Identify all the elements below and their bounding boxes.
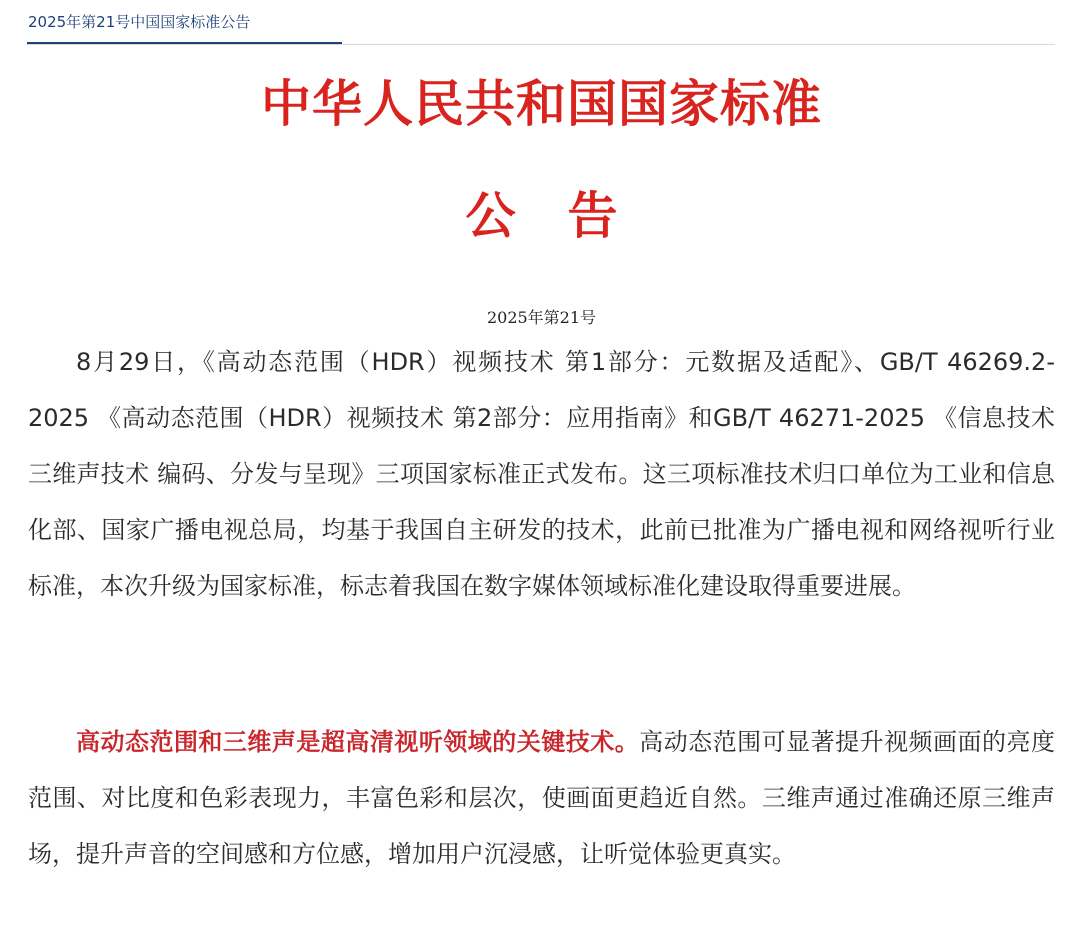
header-tab-bar <box>27 0 1055 46</box>
document-number: 2025年第21号 <box>486 308 597 327</box>
tab-title[interactable]: 2025年第21号中国国家标准公告 <box>28 13 251 31</box>
body-paragraph-1: 8月29日，《高动态范围（HDR）视频技术 第1部分：元数据及适配》、GB/T 46269.2-2025 《高动态范围（HDR）视频技术 第2部分：应用指南》和GB/T 46271-2025 《信息技术 三维声技术 编码、分发与呈现》三项国家标准正式发布。这三项标准技术归口单位为工业和信息化部、国家广播电视总局，均基于我国自主研发的技术，此前已批准为广播电视和网络视听行业标准，本次升级为国家标准，标志着我国在数字媒体领域标准化建设取得重要进展。 <box>28 348 1055 600</box>
body-paragraph-2 <box>28 714 1055 882</box>
notice-title: 中华人民共和国国家标准 <box>261 74 822 133</box>
paragraph-2-text: 高动态范围可显著提升视频画面的亮度范围、对比度和色彩表现力，丰富色彩和层次，使画面更趋近自然。三维声通过准确还原三维声场，提升声音的空间感和方位感，增加用户沉浸感，让听觉体验更真实。 <box>28 728 1055 868</box>
paragraph-2-highlight: 高动态范围和三维声是超高清视听领域的关键技术。 <box>76 728 640 756</box>
header-divider <box>27 44 1055 45</box>
notice-subtitle <box>0 176 1083 248</box>
subtitle-char-1: 公 <box>465 186 516 245</box>
subtitle-char-2: 告 <box>567 186 618 245</box>
